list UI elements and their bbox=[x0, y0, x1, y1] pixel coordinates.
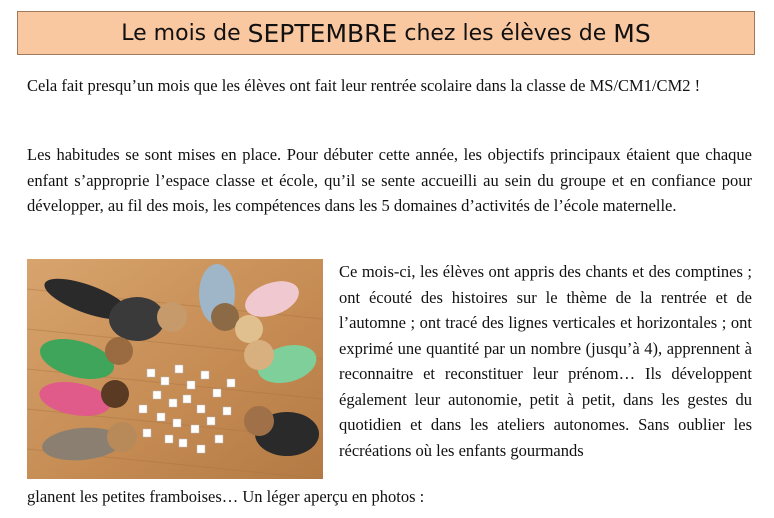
title-month: SEPTEMBRE bbox=[247, 18, 398, 48]
photo-icon bbox=[27, 259, 323, 479]
page-title bbox=[17, 11, 755, 55]
closing-line: glanent les petites framboises… Un léger aperçu en photos : bbox=[27, 487, 425, 506]
activities-paragraph: Ce mois-ci, les élèves ont appris des chants et des comptines ; ont écouté des histoires sur le thème de la rentrée et de l’automne ; ont tracé des lignes verticales et horizontales ; ont exprimé une quantité par un nombre (jusqu’à 4), apprennent à reconnaitre et reconstituer leur prénom… Ils développent également leur autonomie, petit à petit, dans les gestes du quotidien et dans les ateliers autonomes. Sans oublier les récréations où les enfants gourmands bbox=[339, 262, 752, 460]
intro-paragraph: Cela fait presqu’un mois que les élèves ont fait leur rentrée scolaire dans la classe de MS/CM1/CM2 ! bbox=[27, 76, 701, 95]
class-photo bbox=[27, 259, 323, 479]
title-part-1: Le mois de bbox=[121, 20, 241, 46]
habits-paragraph: Les habitudes se sont mises en place. Pour débuter cette année, les objectifs principaux étaient que chaque enfant s’approprie l’espace classe et école, qu’il se sente accueilli au sein du groupe et en confiance pour développer, au fil des mois, les compétences dans les 5 domaines d’activités de l’école maternelle. bbox=[27, 145, 752, 215]
title-part-2: chez les élèves de bbox=[404, 20, 607, 46]
title-class: MS bbox=[613, 18, 651, 48]
